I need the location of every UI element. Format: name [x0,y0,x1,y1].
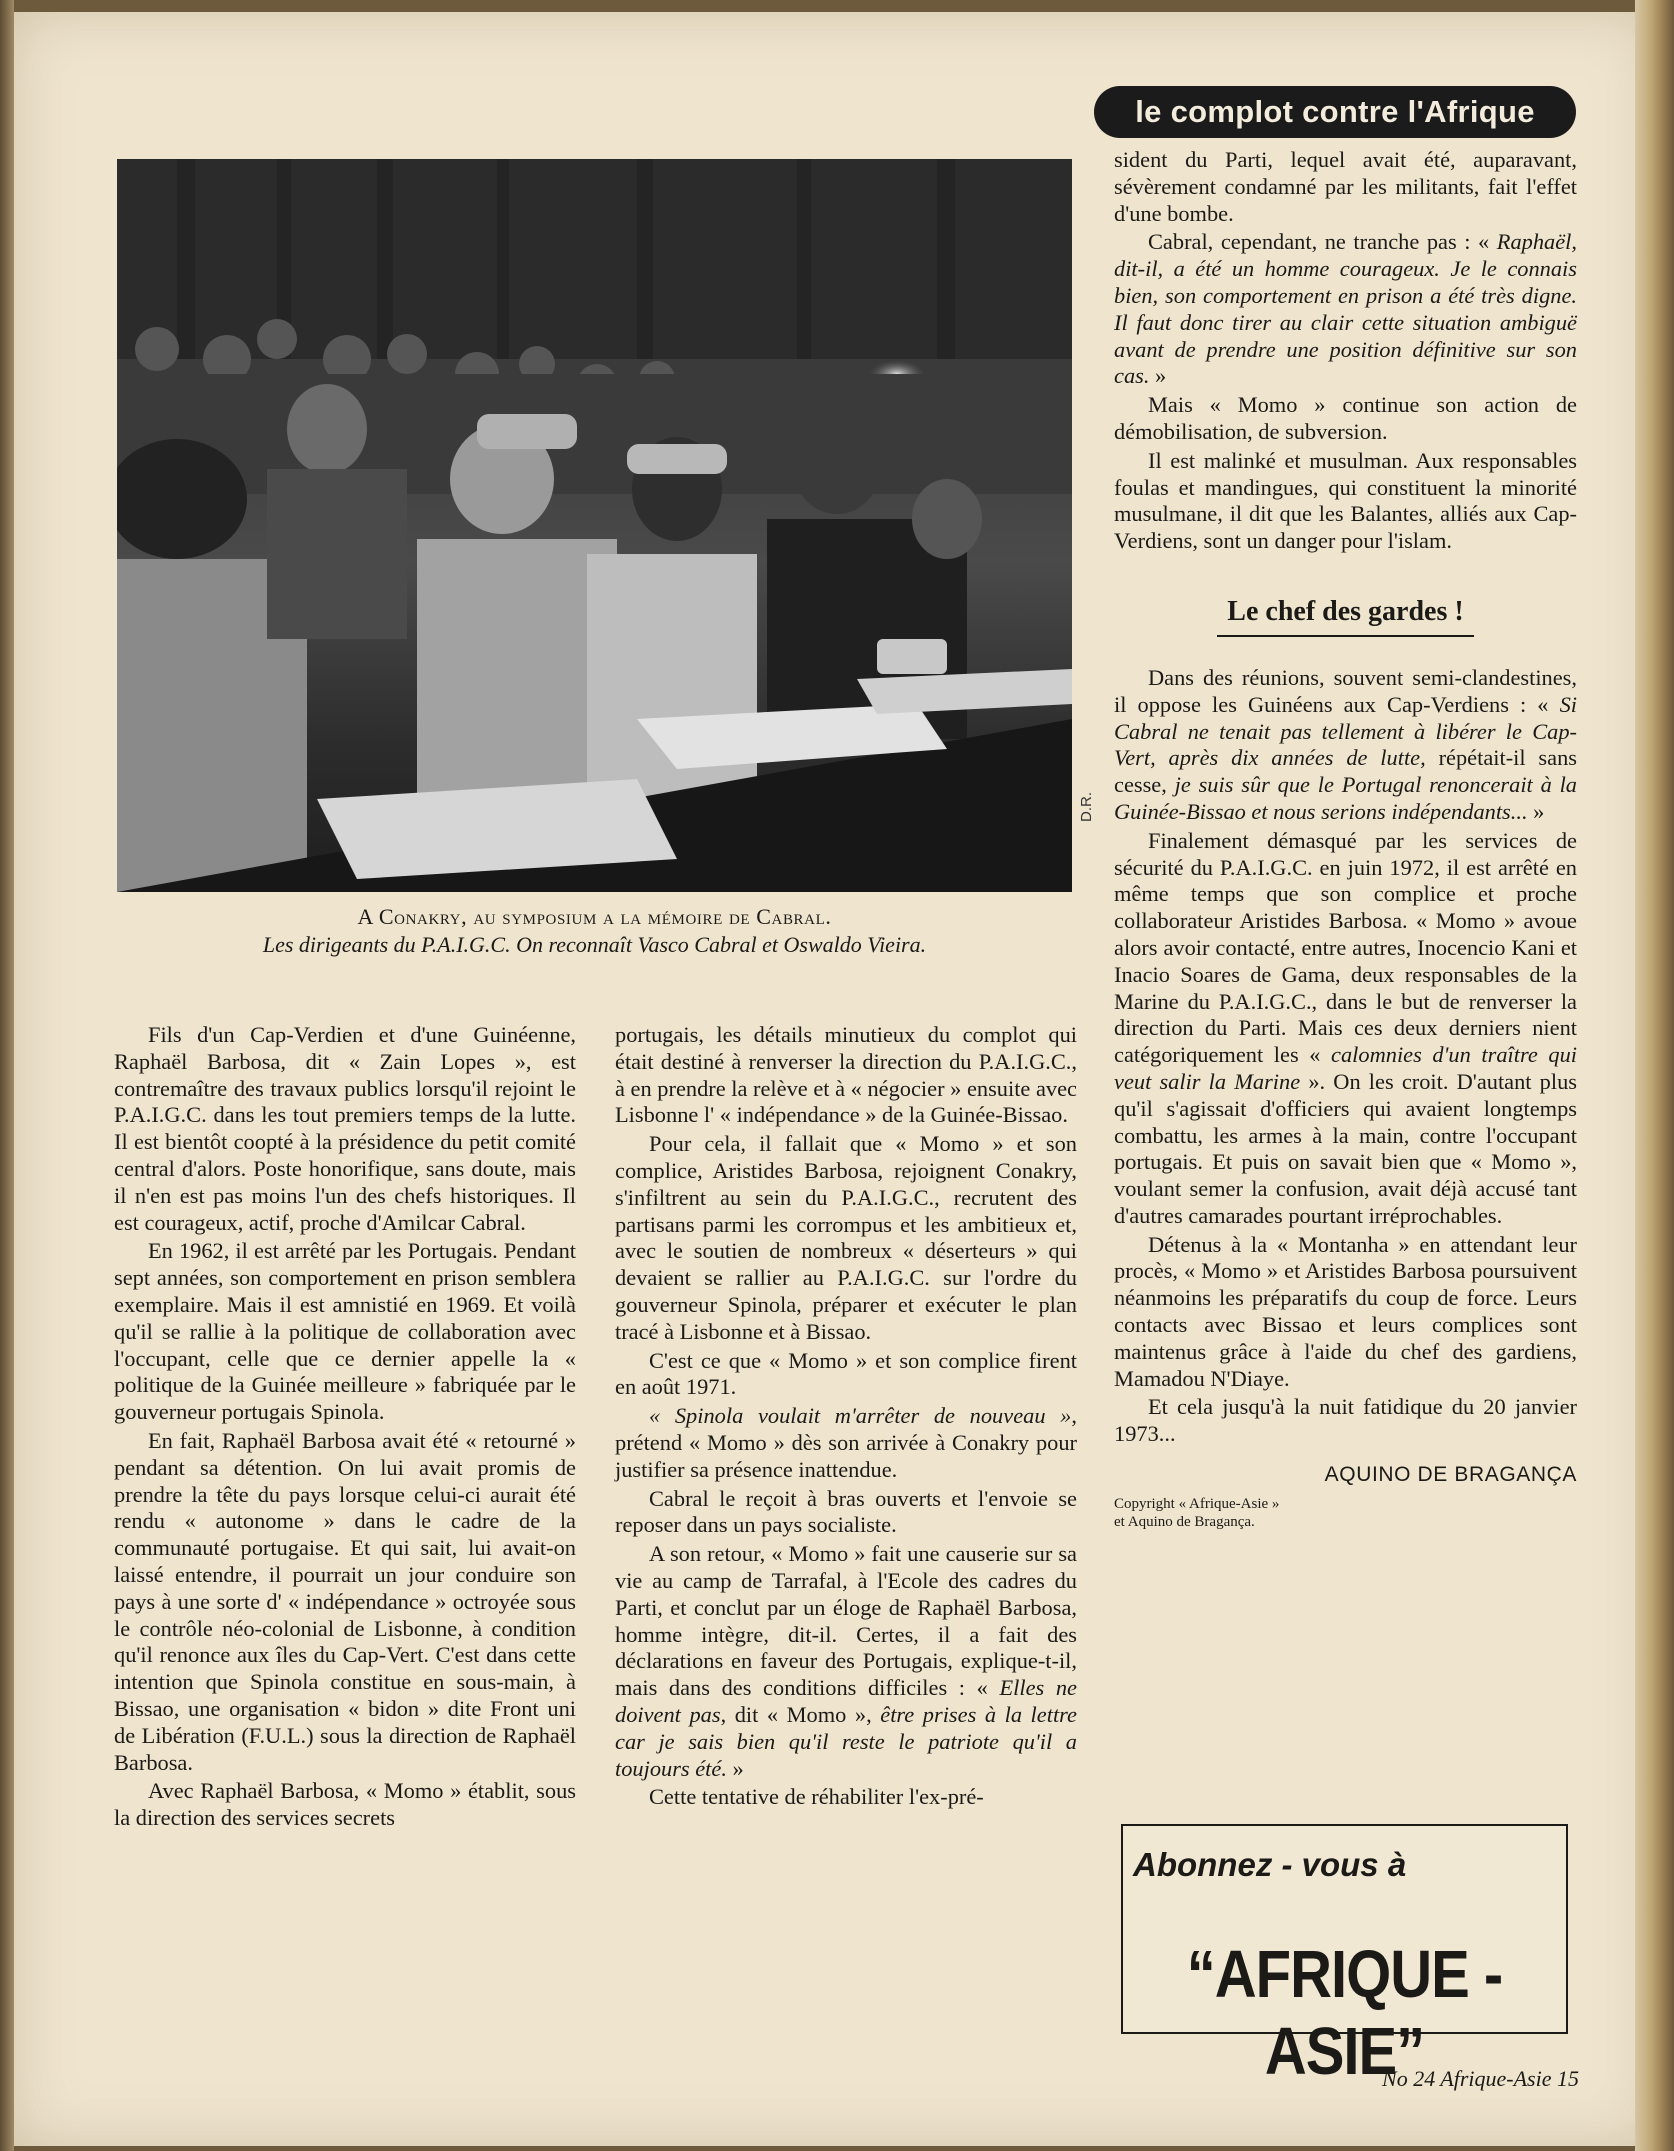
binding-shadow [0,0,14,2151]
paragraph: portugais, les détails minutieux du complot qui était destiné à renverser la direction du P.A.I.G.C., à en prendre la relève et à « négocier » ensuite avec Lisbonne l' « indépendance » de la Guinée-Bissao. [615,1022,1077,1128]
symposium-photo [117,159,1072,892]
paragraph: Mais « Momo » continue son action de démobilisation, de subversion. [1114,392,1577,444]
photo-caption [117,903,1072,959]
section-subheading [1114,595,1577,637]
paragraph-text: A son retour, « Momo » fait une causerie sur sa vie au camp de Tarrafal, à l'Ecole des cadres du Parti, et conclut par un éloge de Raphaël Barbosa, homme intègre, dit-il. Certes, il a fait des déclarations en faveur des Portugais, explique-t-il, mais dans des conditions difficiles : « [615,1541,1077,1701]
paragraph-text: » [726,1755,744,1781]
copyright-line-1: Copyright « Afrique-Asie » [1114,1495,1280,1512]
paragraph-text: ». On les croit. D'autant plus qu'il s'agissait d'officiers qui avaient longtemps combattu, les armes à la main, contre l'occupant portugais. Et puis on savait bien que « Momo », voulant semer la confusion, avait déjà accusé tant d'autres camarades pourtant irréprochables. [1114,1068,1578,1228]
paragraph: Cette tentative de réhabiliter l'ex-pré- [649,1784,984,1810]
page-edge [1635,0,1674,2151]
quote-text: je suis sûr que le Portugal renoncerait à la Guinée-Bissao et nous serions indépendants... [1114,772,1577,824]
caption-line-2: Les dirigeants du P.A.I.G.C. On reconnaît Vasco Cabral et Oswaldo Vieira. [262,932,927,957]
paragraph-text: Dans des réunions, souvent semi-clandestines, il oppose les Guinéens aux Cap-Verdiens : « [1114,664,1577,717]
page-footer: No 24 Afrique-Asie 15 [1382,2066,1579,2091]
paragraph: C'est ce que « Momo » et son complice firent en août 1971. [615,1347,1077,1400]
paragraph: Et cela jusqu'à la nuit fatidique du 20 janvier 1973... [1114,1394,1577,1447]
paragraph-text: Finalement démasqué par les services de sécurité du P.A.I.G.C. en juin 1972, il est arrêté en même temps que son complice et proche collaborateur Aristides Barbosa. « Momo » avoue alors avoir contacté, entre autres, Inocencio Kani et Inacio Soares de Gama, deux responsables de la Marine du P.A.I.G.C., dans le but de renverser la direction du Parti. Mais ces deux derniers nient catégoriquement les « [1114,827,1577,1068]
quote-text: « Spinola voulait m'arrêter de nouveau » [649,1403,1072,1429]
paragraph [1114,229,1577,390]
magazine-name: “AFRIQUE - ASIE” [1186,1937,1503,2089]
article-column-1 [114,1022,576,1832]
article-column-3 [1114,147,1577,1531]
paragraph-text: » [1527,798,1545,824]
paragraph: Il est malinké et musulman. Aux responsables foulas et mandingues, qui constituent la minorité musulmane, il dit que les Balantes, alliés aux Cap-Verdiens, sont un danger pour l'islam. [1114,447,1577,554]
paragraph [615,1403,1077,1483]
paragraph-text: répétait-il sans cesse, [1114,745,1577,798]
quote-text: Raphaël, dit-il, a été un homme courageux. Je le connais bien, son comportement en prison a été très digne. Il faut donc tirer au clair cette situation ambiguë avant de prendre une position définitive sur son cas. [1114,229,1577,389]
paragraph-text: , dit « Momo », [720,1701,881,1727]
subheading-text: Le chef des gardes ! [1217,595,1473,637]
paragraph-text: Cabral, cependant, ne tranche pas : « [1148,229,1497,255]
subscribe-prompt: Abonnez - vous à [1133,1846,1407,1883]
photo-credit: D.R. [1078,792,1095,822]
copyright-notice [1114,1495,1577,1531]
paragraph: Détenus à la « Montanha » en attendant leur procès, « Momo » et Aristides Barbosa poursuivent néanmoins les préparatifs du coup de force. Leurs contacts avec Bissao et leurs complices sont maintenus grâce à l'aide du chef des gardiens, Mamadou N'Diaye. [1114,1231,1577,1391]
paragraph [615,1541,1077,1782]
magazine-page [14,12,1654,2146]
paragraph: Avec Raphaël Barbosa, « Momo » établit, sous la direction des services secrets [114,1778,576,1831]
paragraph-text: » [1149,363,1167,389]
section-header-tag: le complot contre l'Afrique [1094,86,1576,138]
paragraph [1114,828,1577,1230]
paragraph: Pour cela, il fallait que « Momo » et son complice, Aristides Barbosa, rejoignent Conakry, s'infiltrent au sein du P.A.I.G.C., recrutent des partisans parmi les corrompus et les ambitieux et, avec le soutien de nombreux « déserteurs » qui devaient se rallier au P.A.I.G.C. sur l'ordre du gouverneur Spinola, préparer et exécuter le plan tracé à Lisbonne et à Bissao. [615,1131,1077,1344]
paragraph: Cabral le reçoit à bras ouverts et l'envoie se reposer dans un pays socialiste. [615,1485,1077,1538]
photo-illustration [117,159,1072,892]
quote-text: Si Cabral ne tenait pas tellement à libérer le Cap-Vert, après dix années de lutte, [1114,691,1577,771]
caption-line-1: A Conakry, au symposium a la mémoire de Cabral. [357,904,832,929]
quote-text: Elles ne doivent pas [615,1675,1077,1727]
paragraph: En 1962, il est arrêté par les Portugais. Pendant sept années, son comportement en prison semblera exemplaire. Mais il est amnistié en 1969. Et voilà qu'il se rallie à la politique de collaboration avec l'occupant, celle que ce dernier appelle la « politique de la Guinée meilleure » fabriquée par le gouverneur portugais Spinola. [114,1238,576,1425]
quote-text: être prises à la lettre car je sais bien qu'il reste le patriote qu'il a toujours été. [615,1701,1077,1781]
quote-text: calomnies d'un traître qui veut salir la Marine [1114,1042,1577,1094]
article-column-2 [615,1022,1077,1811]
paragraph-text: , prétend « Momo » dès son arrivée à Conakry pour justifier sa présence inattendue. [615,1403,1077,1482]
paragraph [1114,665,1577,826]
author-name: AQUINO DE BRAGANÇA [1324,1463,1577,1487]
paragraph: En fait, Raphaël Barbosa avait été « retourné » pendant sa détention. On lui avait promis de prendre la tête du pays lorsque celui-ci aurait été rendu « autonome » dans le cadre de la communauté portugaise. Et qui sait, lui avait-on laissé entendre, il pourrait un jour conduire son pays à une sorte d' « indépendance » octroyée sous le contrôle néo-colonial de Lisbonne, à condition qu'il renonce aux îles du Cap-Vert. C'est dans cette intention que Spinola constitue en sous-main, à Bissao, une organisation « bidon » dite Front uni de Libération (F.U.L.) sous la direction de Raphaël Barbosa. [114,1427,576,1775]
copyright-line-2: et Aquino de Bragança. [1114,1513,1255,1530]
paragraph: Fils d'un Cap-Verdien et d'une Guinéenne, Raphaël Barbosa, dit « Zain Lopes », est contremaître des travaux publics lorsqu'il rejoint le P.A.I.G.C. dans les tout premiers temps de la lutte. Il est bientôt coopté à la présidence du petit comité central d'alors. Poste honorifique, sans doute, mais il n'en est pas moins l'un des chefs historiques. Il est courageux, actif, proche d'Amilcar Cabral. [114,1022,576,1235]
paragraph: sident du Parti, lequel avait été, auparavant, sévèrement condamné par les militants, fait l'effet d'une bombe. [1114,147,1577,226]
